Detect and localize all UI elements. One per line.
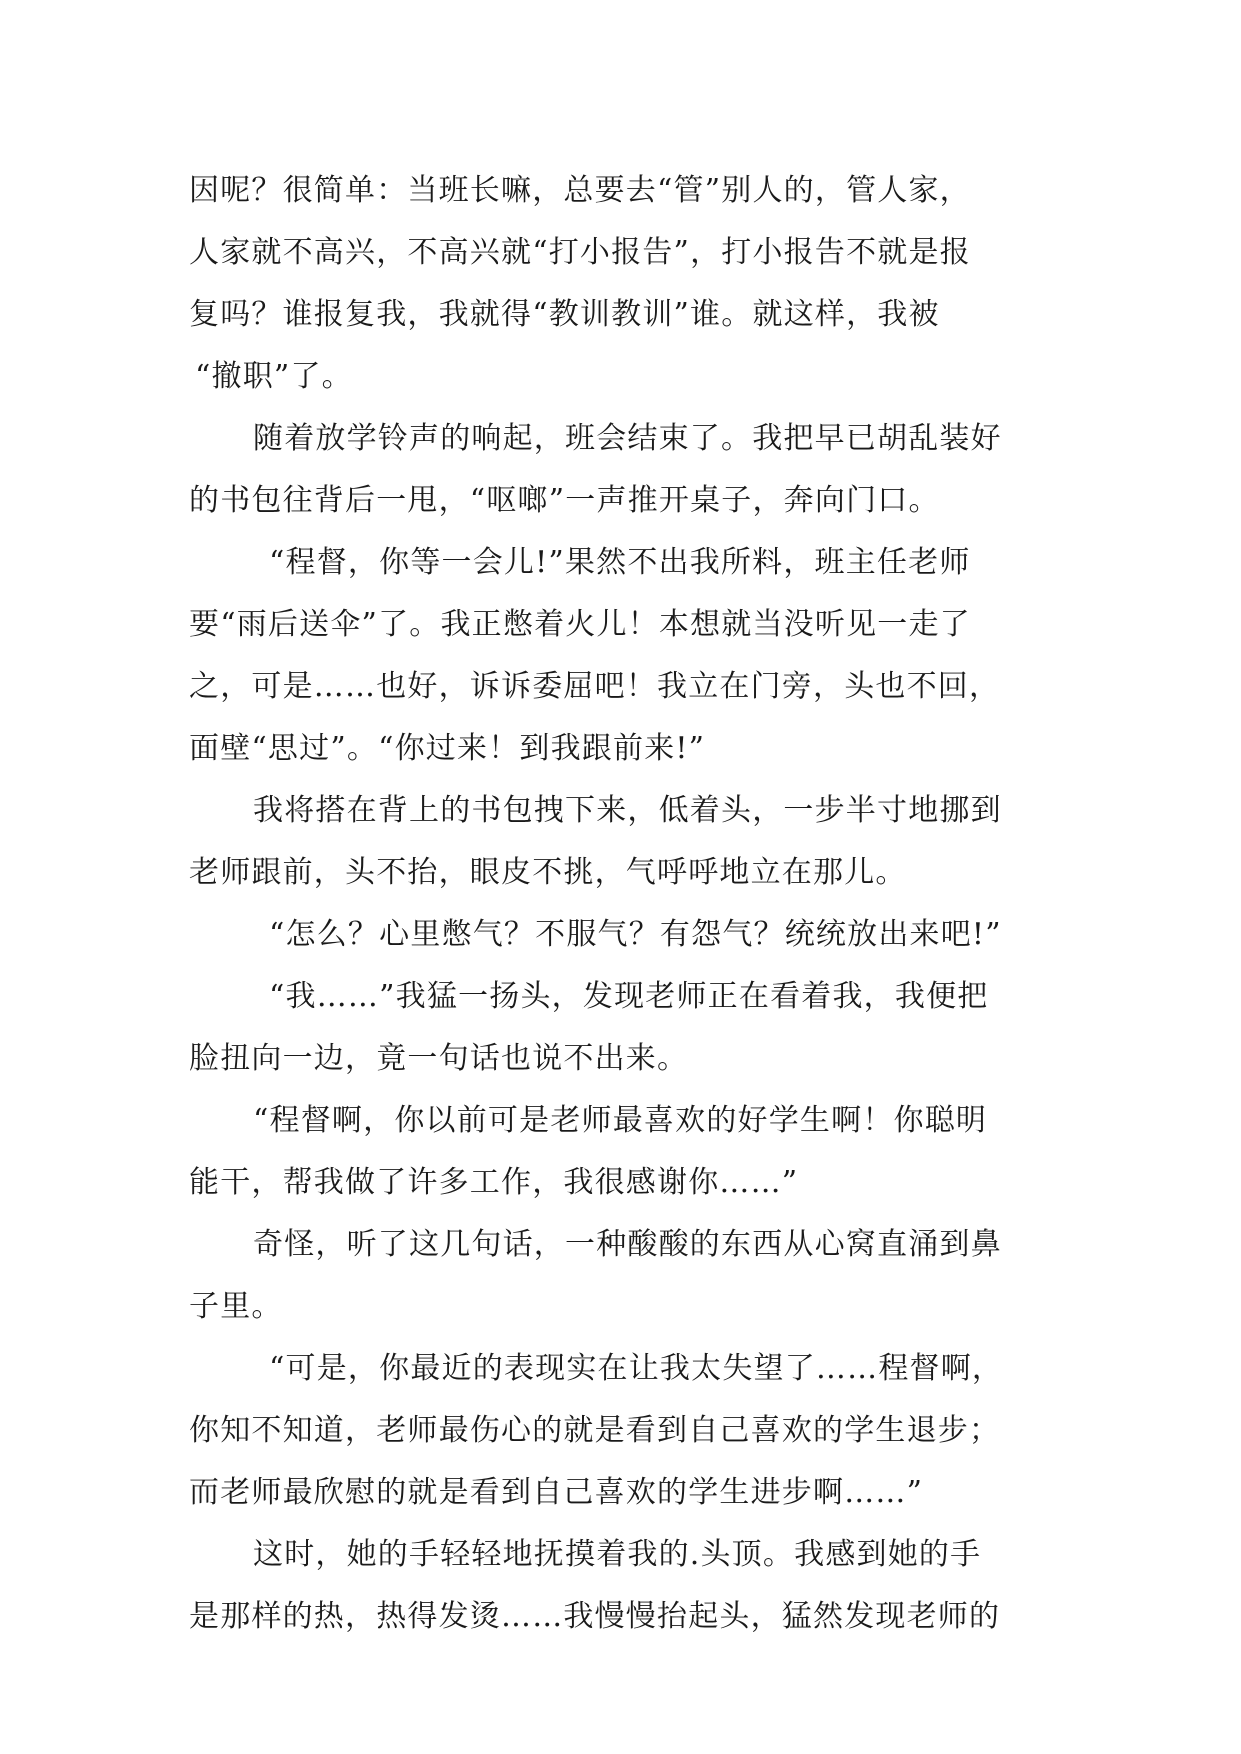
- paragraph-start-line: “我……”我猛一扬头，发现老师正在看着我，我便把: [269, 979, 989, 1014]
- paragraph-start-line: 这时，她的手轻轻地抚摸着我的.头顶。我感到她的手: [253, 1537, 982, 1572]
- text-line: 子里。: [189, 1289, 283, 1324]
- text-line: “撤职”了。: [195, 359, 353, 394]
- text-line: 面壁“思过”。“你过来！到我跟前来!”: [189, 731, 706, 766]
- text-line: 能干，帮我做了许多工作，我很感谢你……”: [189, 1165, 799, 1200]
- paragraph-start-line: “可是，你最近的表现实在让我太失望了……程督啊，: [269, 1351, 1004, 1386]
- text-line: 脸扭向一边，竟一句话也说不出来。: [189, 1041, 689, 1076]
- paragraph-start-line: “程督啊，你以前可是老师最喜欢的好学生啊！你聪明: [253, 1103, 988, 1138]
- text-line: 老师跟前，头不抬，眼皮不挑，气呼呼地立在那儿。: [189, 855, 907, 890]
- text-line: 复吗？谁报复我，我就得“教训教训”谁。就这样，我被: [189, 297, 940, 332]
- text-line: 之，可是……也好，诉诉委屈吧！我立在门旁，头也不回，: [189, 669, 1001, 704]
- text-line: 你知不知道，老师最伤心的就是看到自己喜欢的学生退步；: [189, 1413, 1001, 1448]
- text-line: 人家就不高兴，不高兴就“打小报告”，打小报告不就是报: [189, 235, 971, 270]
- paragraph-start-line: “怎么？心里憋气？不服气？有怨气？统统放出来吧!”: [269, 917, 1002, 952]
- text-line: 的书包往背后一甩，“呕啷”一声推开桌子，奔向门口。: [189, 483, 940, 518]
- paragraph-start-line: “程督，你等一会儿!”果然不出我所料，班主任老师: [269, 545, 971, 580]
- text-line: 因呢？很简单：当班长嘛，总要去“管”别人的，管人家，: [189, 173, 971, 208]
- text-line: 是那样的热，热得发烫……我慢慢抬起头，猛然发现老师的: [189, 1599, 1001, 1634]
- paragraph-start-line: 我将搭在背上的书包拽下来，低着头，一步半寸地挪到: [253, 793, 1002, 828]
- paragraph-start-line: 奇怪，听了这几句话，一种酸酸的东西从心窝直涌到鼻: [253, 1227, 1002, 1262]
- paragraph-start-line: 随着放学铃声的响起，班会结束了。我把早已胡乱装好: [253, 421, 1002, 456]
- body-text: [189, 160, 1069, 1648]
- text-line: 而老师最欣慰的就是看到自己喜欢的学生进步啊……”: [189, 1475, 924, 1510]
- text-line: 要“雨后送伞”了。我正憋着火儿！本想就当没听见一走了: [189, 607, 971, 642]
